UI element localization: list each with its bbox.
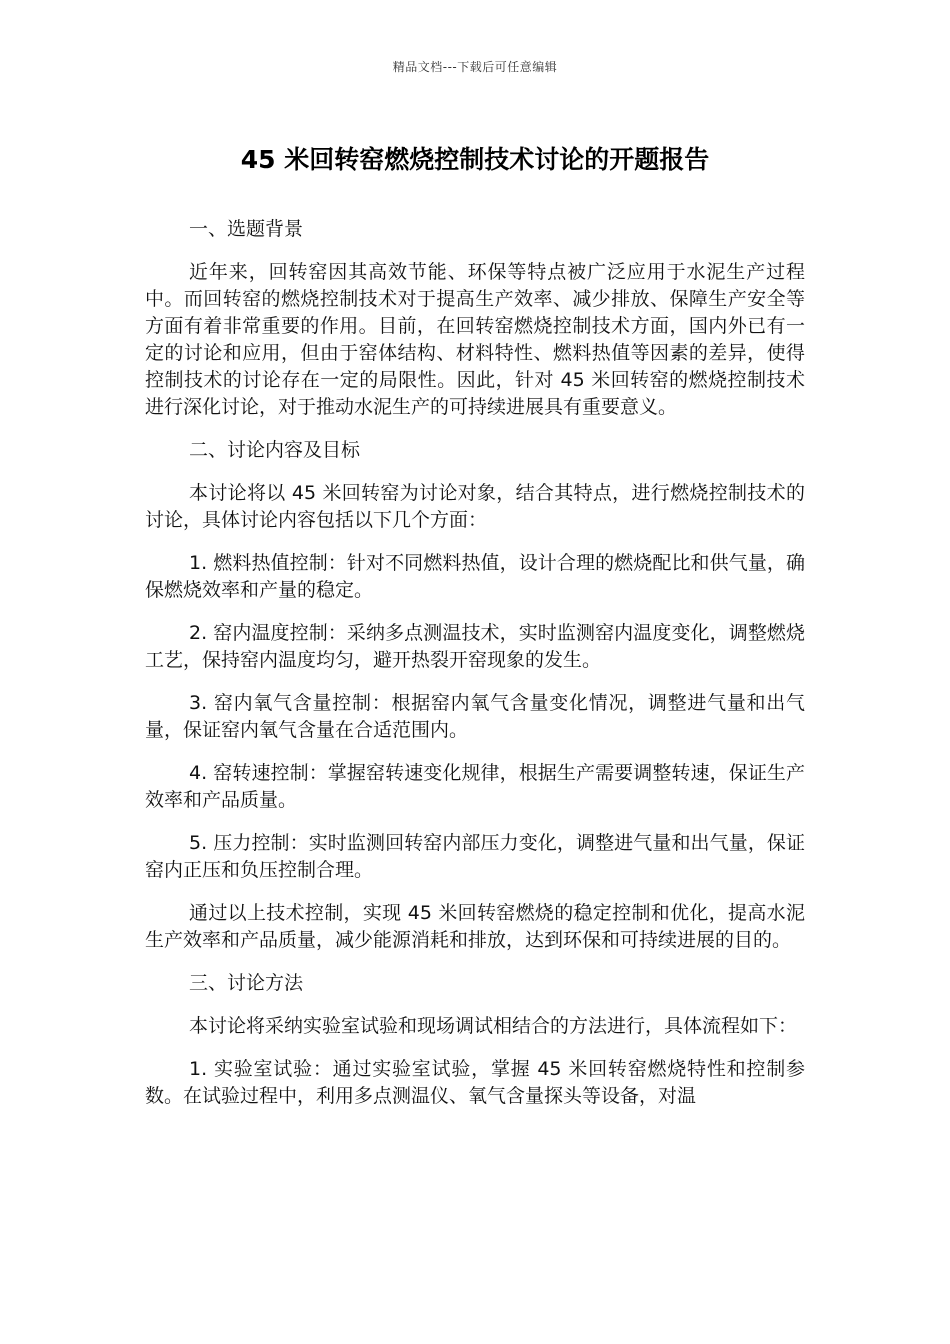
- document-title: 45 米回转窑燃烧控制技术讨论的开题报告: [240, 145, 710, 174]
- section-heading-content-goals: 二、讨论内容及目标: [189, 439, 361, 461]
- header-note: 精品文档---下载后可任意编辑: [392, 60, 558, 74]
- paragraph-methods-intro: 本讨论将采纳实验室试验和现场调试相结合的方法进行，具体流程如下：: [189, 1015, 798, 1037]
- paragraph-content-intro: 本讨论将以 45 米回转窑为讨论对象，结合其特点，进行燃烧控制技术的讨论，具体讨论内容包括以下几个方面：: [145, 482, 805, 531]
- list-item-oxygen: 3. 窑内氧气含量控制：根据窑内氧气含量变化情况，调整进气量和出气量，保证窑内氧气含量在合适范围内。: [145, 692, 805, 741]
- document-body: [145, 216, 805, 1126]
- section-heading-methods: 三、讨论方法: [189, 972, 304, 994]
- list-item-lab-test: 1. 实验室试验：通过实验室试验，掌握 45 米回转窑燃烧特性和控制参数。在试验过程中，利用多点测温仪、氧气含量探头等设备，对温: [145, 1058, 805, 1107]
- paragraph-background: 近年来，回转窑因其高效节能、环保等特点被广泛应用于水泥生产过程中。而回转窑的燃烧控制技术对于提高生产效率、减少排放、保障生产安全等方面有着非常重要的作用。目前，在回转窑燃烧控制技术方面，国内外已有一定的讨论和应用，但由于窑体结构、材料特性、燃料热值等因素的差异，使得控制技术的讨论存在一定的局限性。因此，针对 45 米回转窑的燃烧控制技术进行深化讨论，对于推动水泥生产的可持续进展具有重要意义。: [145, 261, 805, 418]
- list-item-rotation-speed: 4. 窑转速控制：掌握窑转速变化规律，根据生产需要调整转速，保证生产效率和产品质量。: [145, 762, 805, 811]
- list-item-pressure: 5. 压力控制：实时监测回转窑内部压力变化，调整进气量和出气量，保证窑内正压和负压控制合理。: [145, 832, 805, 881]
- list-item-temperature: 2. 窑内温度控制：采纳多点测温技术，实时监测窑内温度变化，调整燃烧工艺，保持窑内温度均匀，避开热裂开窑现象的发生。: [145, 622, 805, 671]
- paragraph-content-summary: 通过以上技术控制，实现 45 米回转窑燃烧的稳定控制和优化，提高水泥生产效率和产品质量，减少能源消耗和排放，达到环保和可持续进展的目的。: [145, 902, 805, 951]
- section-heading-background: 一、选题背景: [189, 218, 304, 240]
- list-item-fuel-heat: 1. 燃料热值控制：针对不同燃料热值，设计合理的燃烧配比和供气量，确保燃烧效率和产量的稳定。: [145, 552, 805, 601]
